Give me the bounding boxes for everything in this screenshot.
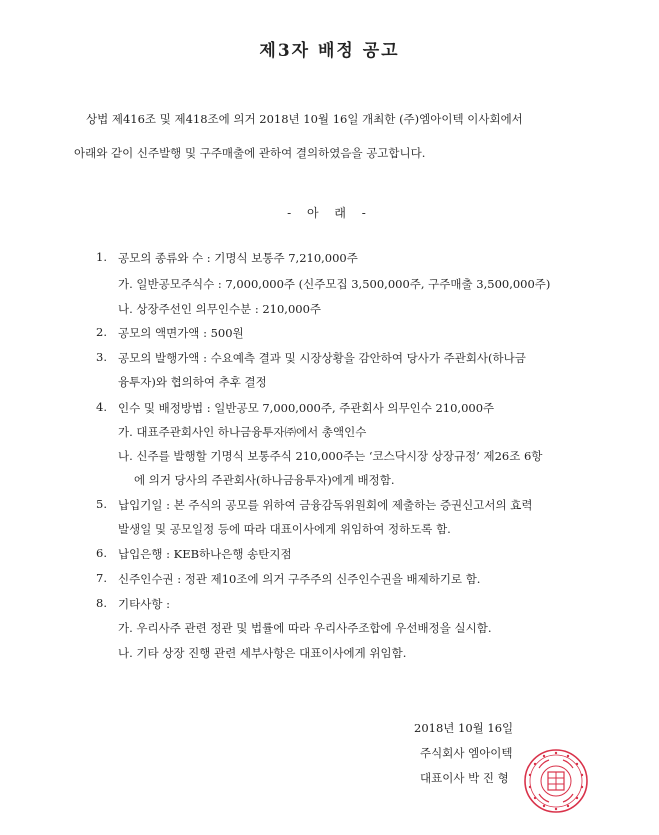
item-4-number: 4. [96,400,107,414]
item-2-number: 2. [96,325,107,339]
signature-ceo: 대표이사 박 진 형 [420,771,509,785]
item-3-number: 3. [96,350,107,364]
item-7-text: 신주인수권 : 정관 제10조에 의거 구주주의 신주인수권을 배제하기로 함. [118,572,481,586]
item-1b-text: 나. 상장주선인 의무인수분 : 210,000주 [118,302,322,316]
item-8b-text: 나. 기타 상장 진행 관련 세부사항은 대표이사에게 위임함. [118,646,407,660]
item-5-continuation: 발생일 및 공모일정 등에 따라 대표이사에게 위임하여 정하도록 함. [118,522,451,536]
item-1-text: 공모의 종류와 수 : 기명식 보통주 7,210,000주 [118,251,358,265]
item-7-number: 7. [96,571,107,585]
intro-line-2: 아래와 같이 신주발행 및 구주매출에 관하여 결의하였음을 공고합니다. [74,146,426,160]
item-4b-continuation: 에 의거 당사의 주관회사(하나금융투자)에게 배정함. [134,473,395,487]
sub-heading: - 아 래 - [287,206,372,220]
item-6-number: 6. [96,546,107,560]
item-4a-text: 가. 대표주관회사인 하나금융투자㈜에서 총액인수 [118,425,367,439]
item-8-text: 기타사항 : [118,597,170,611]
item-8a-text: 가. 우리사주 관련 정관 및 법률에 따라 우리사주조합에 우선배정을 실시함. [118,621,492,635]
item-5-text: 납입기일 : 본 주식의 공모를 위하여 금융감독위원회에 제출하는 증권신고서의 효력 [118,498,533,512]
item-2-text: 공모의 액면가액 : 500원 [118,326,244,340]
item-1a-text: 가. 일반공모주식수 : 7,000,000주 (신주모집 3,500,000주, 구주매출 3,500,000주) [118,277,551,291]
item-4b-text: 나. 신주를 발행할 기명식 보통주식 210,000주는 ‘코스닥시장 상장규정’ 제26조 6항 [118,449,543,463]
item-3-continuation: 융투자)와 협의하여 추후 결정 [118,375,267,389]
item-1-number: 1. [96,250,107,264]
item-8-number: 8. [96,596,107,610]
company-seal-icon [523,748,589,814]
document-title: 제3자 배정 공고 [259,41,400,61]
item-6-text: 납입은행 : KEB하나은행 송탄지점 [118,547,292,561]
signature-company: 주식회사 엠아이텍 [420,746,513,760]
item-5-number: 5. [96,497,107,511]
item-4-text: 인수 및 배정방법 : 일반공모 7,000,000주, 주관회사 의무인수 210,000주 [118,401,495,415]
signature-date: 2018년 10월 16일 [414,721,514,735]
item-3-text: 공모의 발행가액 : 수요예측 결과 및 시장상황을 감안하여 당사가 주관회사(하나금 [118,351,526,365]
intro-line-1: 상법 제416조 및 제418조에 의거 2018년 10월 16일 개최한 (주)엠아이텍 이사회에서 [86,112,523,126]
